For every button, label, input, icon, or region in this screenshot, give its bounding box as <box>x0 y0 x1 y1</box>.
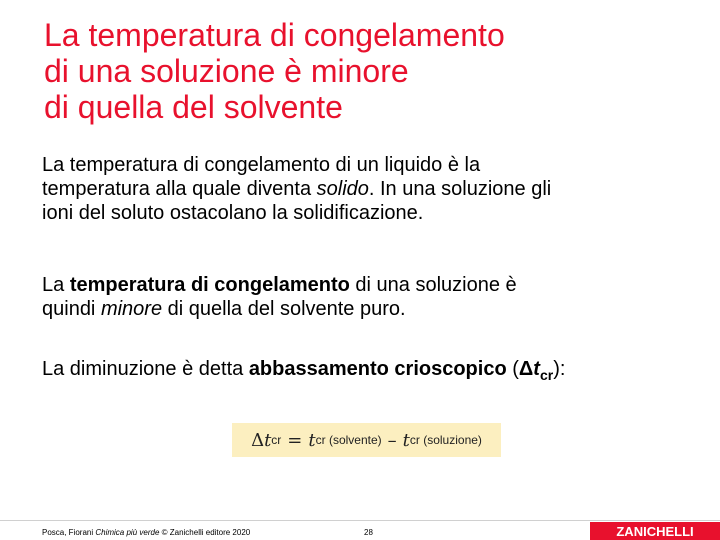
paragraph2-line-1 <box>42 273 682 297</box>
emphasis-solido: solido <box>316 178 369 200</box>
credit-book-title: Chimica più verde <box>95 528 160 537</box>
paragraph1-line-2 <box>42 177 682 201</box>
slide-title <box>44 17 684 125</box>
paragraph3-line <box>42 357 682 387</box>
paragraph2-line-2-end: di quella del solvente puro. <box>162 298 406 320</box>
bold-temperatura-di-congelamento: temperatura di congelamento <box>69 274 350 296</box>
slide-footer <box>0 520 720 540</box>
formula-lhs-t: t <box>264 429 272 451</box>
title-line-1: La temperatura di congelamento <box>44 17 505 53</box>
paragraph2-line-2 <box>42 297 682 321</box>
bold-abbassamento-crioscopico: abbassamento crioscopico <box>248 358 507 380</box>
formula-equals: = <box>287 429 303 451</box>
symbol-t: t <box>533 358 540 380</box>
footer-divider <box>0 520 720 521</box>
symbol-delta: Δ <box>518 358 534 380</box>
footer-credit <box>42 528 250 537</box>
formula-minus: – <box>387 429 397 451</box>
title-line-2: di una soluzione è minore <box>44 53 409 89</box>
emphasis-minore: minore <box>100 298 163 320</box>
formula-term1-t: t <box>308 429 316 451</box>
formula-lhs-sub: cr <box>271 433 282 447</box>
cryoscopic-formula <box>232 423 501 457</box>
credit-publisher: © Zanichelli editore 2020 <box>159 528 251 537</box>
paragraph1-line-3: ioni del soluto ostacolano la solidificazione. <box>42 202 424 224</box>
formula-term1-sub: cr (solvente) <box>315 433 382 447</box>
paragraph1-line-2-end: . In una soluzione gli <box>368 178 552 200</box>
symbol-subscript-cr: cr <box>539 367 554 383</box>
zanichelli-logo: ZANICHELLI <box>590 522 720 540</box>
paragraph3-start: La diminuzione è detta <box>42 358 249 380</box>
credit-authors: Posca, Fiorani <box>42 528 96 537</box>
paragraph3-open-paren: ( <box>506 358 519 380</box>
title-line-3: di quella del solvente <box>44 89 343 125</box>
paragraph2-line-1-start: La <box>42 274 70 296</box>
symbol-delta-tcr <box>518 358 554 383</box>
paragraph3-close: ): <box>553 358 566 380</box>
page-number: 28 <box>364 528 373 537</box>
paragraph2-line-2-start: quindi <box>42 298 101 320</box>
paragraph2-line-1-end: di una soluzione è <box>349 274 517 296</box>
formula-term2-sub: cr (soluzione) <box>409 433 482 447</box>
formula-term2-t: t <box>402 429 410 451</box>
paragraph1-line-1: La temperatura di congelamento di un liquido è la <box>42 154 481 176</box>
paragraph-conclusion <box>42 273 682 321</box>
paragraph-definition <box>42 153 682 225</box>
formula-lhs-delta: Δ <box>251 429 265 451</box>
paragraph-definition-cryoscopic <box>42 357 682 387</box>
paragraph1-line-2-start: temperatura alla quale diventa <box>42 178 317 200</box>
